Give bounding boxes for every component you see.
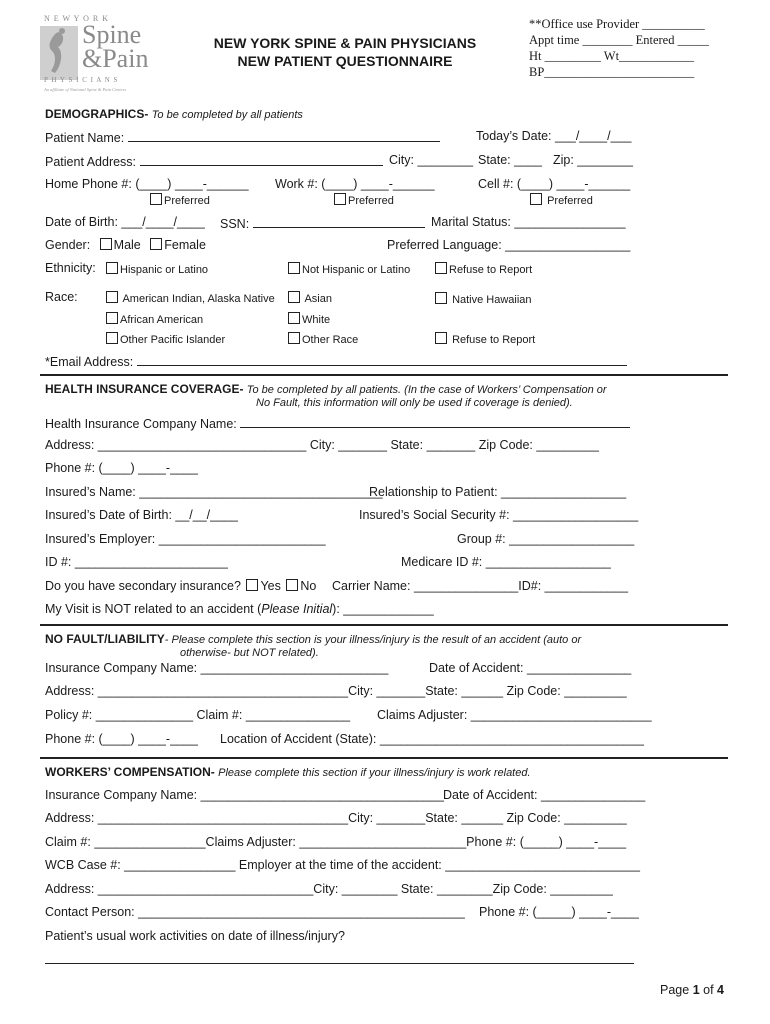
race-label: Race:	[45, 290, 78, 304]
not-related-to-accident[interactable]: My Visit is NOT related to an accident (Please Initial): _____________	[45, 602, 434, 616]
checkbox[interactable]	[435, 292, 447, 304]
date-of-birth[interactable]: Date of Birth: ___/____/____	[45, 215, 205, 229]
preferred-language[interactable]: Preferred Language: __________________	[387, 238, 631, 252]
location-of-accident[interactable]: Location of Accident (State): ______________________________________	[220, 732, 644, 746]
patient-address-row: Patient Address:	[45, 153, 383, 169]
form-title-line2: NEW PATIENT QUESTIONNAIRE	[237, 53, 453, 69]
no-fault-company[interactable]: Insurance Company Name: ___________________________	[45, 661, 389, 675]
checkbox[interactable]	[288, 262, 300, 274]
gender-row: Gender: Male Female	[45, 238, 206, 252]
wc-claim-row[interactable]: Claim #: ________________Claims Adjuster: ________________________Phone #: (_____) ____-____	[45, 835, 627, 849]
logo-figure-icon	[40, 26, 78, 80]
wc-usual-activities-field[interactable]	[45, 963, 634, 964]
office-use-ht-wt: Ht _________ Wt____________	[529, 49, 695, 63]
other-race-option[interactable]: Other Race	[288, 332, 358, 346]
no-fault-phone[interactable]: Phone #: (____) ____-____	[45, 732, 198, 746]
carrier-name[interactable]: Carrier Name: _______________ID#: ____________	[332, 579, 629, 593]
home-preferred-checkbox[interactable]: Preferred	[150, 193, 210, 207]
insured-ssn[interactable]: Insured’s Social Security #: __________________	[359, 508, 639, 522]
ethnicity-label: Ethnicity:	[45, 261, 96, 275]
insurance-heading: HEALTH INSURANCE COVERAGE- To be completed by all patients. (In the case of Workers’ Compensation or	[45, 382, 607, 396]
patient-name-field[interactable]	[128, 129, 440, 142]
secondary-no-checkbox[interactable]	[286, 579, 298, 591]
ethnicity-refuse-option[interactable]: Refuse to Report	[435, 262, 532, 276]
work-preferred-checkbox[interactable]: Preferred	[334, 193, 394, 207]
logo-physicians: P H Y S I C I A N S	[44, 76, 119, 84]
medicare-id[interactable]: Medicare ID #: __________________	[401, 555, 611, 569]
not-hispanic-option[interactable]: Not Hispanic or Latino	[288, 262, 410, 276]
ssn-row: SSN:	[220, 215, 425, 231]
section-divider	[40, 757, 728, 759]
african-american-option[interactable]: African American	[106, 312, 203, 326]
work-phone[interactable]: Work #: (____) ____-______	[275, 177, 435, 191]
logo	[40, 14, 152, 94]
todays-date[interactable]: Today’s Date: ___/____/___	[476, 129, 632, 143]
checkbox[interactable]	[435, 332, 447, 344]
demographics-heading: DEMOGRAPHICS- To be completed by all patients	[45, 107, 303, 121]
workers-comp-heading: WORKERS’ COMPENSATION- Please complete this section if your illness/injury is work related.	[45, 765, 531, 779]
insurance-address[interactable]: Address: ______________________________ City: _______ State: _______ Zip Code: _________	[45, 438, 599, 452]
id-number[interactable]: ID #: ______________________	[45, 555, 228, 569]
ssn-field[interactable]	[253, 215, 425, 228]
checkbox[interactable]	[530, 193, 542, 205]
other-pacific-option[interactable]: Other Pacific Islander	[106, 332, 225, 346]
asian-option[interactable]: Asian	[288, 291, 332, 305]
health-insurance-company-field[interactable]	[240, 415, 630, 428]
page-number: Page 1 of 4	[660, 983, 724, 997]
wc-company[interactable]: Insurance Company Name: ___________________________________	[45, 788, 444, 802]
patient-name-row: Patient Name:	[45, 129, 440, 145]
no-fault-policy-claim[interactable]: Policy #: ______________ Claim #: _______________	[45, 708, 351, 722]
hispanic-option[interactable]: Hispanic or Latino	[106, 262, 208, 276]
office-use-appt: Appt time ________ Entered _____	[529, 33, 709, 47]
cell-phone[interactable]: Cell #: (____) ____-______	[478, 177, 631, 191]
cell-preferred-checkbox[interactable]: Preferred	[530, 193, 593, 207]
office-use-provider: **Office use Provider __________	[529, 17, 705, 31]
native-hawaiian-option[interactable]: Native Hawaiian	[435, 292, 532, 306]
email-row: *Email Address:	[45, 353, 627, 369]
american-indian-option[interactable]: American Indian, Alaska Native	[106, 291, 275, 305]
checkbox[interactable]	[106, 291, 118, 303]
email-field[interactable]	[137, 353, 627, 366]
insurance-note-2: No Fault, this information will only be used if coverage is denied).	[256, 397, 573, 409]
checkbox[interactable]	[334, 193, 346, 205]
health-insurance-company-row: Health Insurance Company Name:	[45, 415, 630, 431]
no-fault-claims-adjuster[interactable]: Claims Adjuster: __________________________	[377, 708, 652, 722]
checkbox[interactable]	[288, 332, 300, 344]
checkbox[interactable]	[435, 262, 447, 274]
checkbox[interactable]	[288, 291, 300, 303]
wc-case-row[interactable]: WCB Case #: ________________ Employer at the time of the accident: ____________________________	[45, 858, 640, 872]
relationship-to-patient[interactable]: Relationship to Patient: __________________	[369, 485, 627, 499]
wc-date-of-accident[interactable]: Date of Accident: _______________	[443, 788, 646, 802]
logo-tagline: An affiliate of National Spine & Pain Centers	[44, 87, 127, 92]
insurance-phone[interactable]: Phone #: (____) ____-____	[45, 461, 198, 475]
patient-city[interactable]: City: ________	[389, 153, 474, 167]
wc-contact-person[interactable]: Contact Person: _______________________________________________	[45, 905, 465, 919]
insured-dob[interactable]: Insured’s Date of Birth: __/__/____	[45, 508, 238, 522]
patient-state[interactable]: State: ____	[478, 153, 542, 167]
checkbox[interactable]	[288, 312, 300, 324]
secondary-yes-checkbox[interactable]	[246, 579, 258, 591]
section-divider	[40, 374, 728, 376]
logo-pain: &Pain	[82, 44, 149, 73]
female-checkbox[interactable]	[150, 238, 162, 250]
checkbox[interactable]	[106, 332, 118, 344]
wc-contact-phone[interactable]: Phone #: (_____) ____-____	[479, 905, 639, 919]
checkbox[interactable]	[106, 262, 118, 274]
patient-zip[interactable]: Zip: ________	[553, 153, 633, 167]
no-fault-heading: NO FAULT/LIABILITY- Please complete this section is your illness/injury is the result of an accident (auto or	[45, 632, 582, 646]
secondary-insurance-row: Do you have secondary insurance? Yes No	[45, 579, 317, 593]
wc-employer-address[interactable]: Address: _______________________________City: ________ State: ________Zip Code: _________	[45, 882, 613, 896]
no-fault-address[interactable]: Address: ____________________________________City: _______State: ______ Zip Code: _________	[45, 684, 627, 698]
insured-employer[interactable]: Insured’s Employer: ________________________	[45, 532, 326, 546]
marital-status[interactable]: Marital Status: ________________	[431, 215, 626, 229]
no-fault-note-2: otherwise- but NOT related).	[180, 647, 319, 659]
home-phone[interactable]: Home Phone #: (____) ____-______	[45, 177, 249, 191]
wc-address[interactable]: Address: ____________________________________City: _______State: ______ Zip Code: _________	[45, 811, 627, 825]
logo-top-text: N E W Y O R K	[44, 14, 109, 23]
wc-usual-activities: Patient’s usual work activities on date of illness/injury?	[45, 929, 345, 943]
form-title-line1: NEW YORK SPINE & PAIN PHYSICIANS	[213, 35, 477, 51]
male-checkbox[interactable]	[100, 238, 112, 250]
checkbox[interactable]	[150, 193, 162, 205]
group-number[interactable]: Group #: __________________	[457, 532, 635, 546]
section-divider	[40, 624, 728, 626]
logo-spine: Spine	[82, 20, 142, 49]
race-refuse-option[interactable]: Refuse to Report	[435, 332, 535, 346]
white-option[interactable]: White	[288, 312, 330, 326]
checkbox[interactable]	[106, 312, 118, 324]
patient-address-field[interactable]	[140, 153, 383, 166]
no-fault-date-of-accident[interactable]: Date of Accident: _______________	[429, 661, 632, 675]
insured-name[interactable]: Insured’s Name: ___________________________________	[45, 485, 383, 499]
office-use-bp: BP________________________	[529, 65, 695, 79]
